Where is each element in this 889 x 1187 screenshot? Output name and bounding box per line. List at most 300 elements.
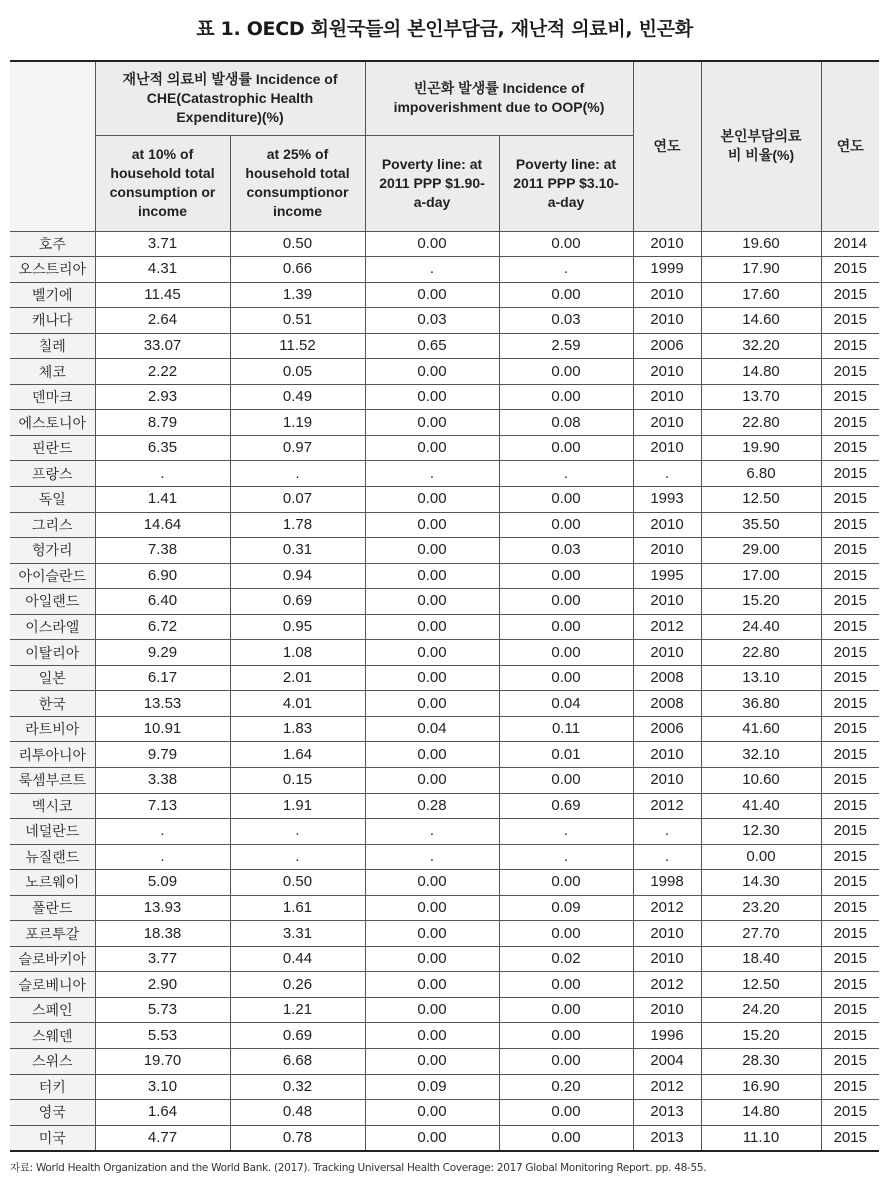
cell-year-2: 2015 [821,1049,879,1075]
cell-oop-ratio: 19.90 [701,435,821,461]
cell-che-10: 9.29 [95,640,230,666]
header-impoverishment-group: 빈곤화 발생률 Incidence of impoverishment due to OOP(%) [365,61,633,135]
cell-country: 체코 [10,359,95,385]
cell-che-10: 14.64 [95,512,230,538]
cell-che-25: . [230,461,365,487]
cell-poverty-310: 0.02 [499,946,633,972]
cell-year-1: 1993 [633,486,701,512]
cell-country: 아이슬란드 [10,563,95,589]
cell-oop-ratio: 0.00 [701,844,821,870]
cell-che-25: 0.26 [230,972,365,998]
cell-year-1: 2010 [633,282,701,308]
table-row [10,895,879,921]
cell-year-1: 2010 [633,435,701,461]
cell-year-1: 2010 [633,946,701,972]
cell-oop-ratio: 10.60 [701,767,821,793]
cell-year-2: 2015 [821,1125,879,1151]
cell-year-1: 2013 [633,1125,701,1151]
cell-year-2: 2015 [821,410,879,436]
cell-poverty-310: . [499,461,633,487]
cell-che-10: 6.17 [95,665,230,691]
cell-poverty-190: 0.00 [365,1023,499,1049]
cell-year-2: 2015 [821,997,879,1023]
cell-year-2: 2015 [821,461,879,487]
cell-year-2: 2015 [821,870,879,896]
cell-oop-ratio: 14.80 [701,359,821,385]
table-row [10,1023,879,1049]
cell-year-2: 2015 [821,614,879,640]
table-row [10,257,879,283]
cell-che-10: 18.38 [95,921,230,947]
cell-che-25: 0.69 [230,1023,365,1049]
cell-year-2: 2015 [821,563,879,589]
cell-year-2: 2015 [821,716,879,742]
cell-year-1: . [633,461,701,487]
cell-oop-ratio: 41.60 [701,716,821,742]
cell-year-1: 2010 [633,512,701,538]
cell-country: 호주 [10,231,95,257]
cell-che-10: 2.64 [95,308,230,334]
cell-poverty-190: . [365,461,499,487]
cell-year-1: 1996 [633,1023,701,1049]
cell-oop-ratio: 14.80 [701,1100,821,1126]
cell-year-1: 2010 [633,767,701,793]
cell-year-1: 1999 [633,257,701,283]
cell-che-10: 2.90 [95,972,230,998]
table-row [10,538,879,564]
cell-che-25: 11.52 [230,333,365,359]
table-row [10,691,879,717]
cell-poverty-310: 2.59 [499,333,633,359]
cell-year-2: 2015 [821,435,879,461]
cell-poverty-310: 0.00 [499,512,633,538]
cell-poverty-190: 0.00 [365,870,499,896]
cell-poverty-310: 0.00 [499,1049,633,1075]
cell-poverty-190: 0.65 [365,333,499,359]
cell-poverty-190: 0.00 [365,384,499,410]
cell-country: 네덜란드 [10,819,95,845]
cell-year-2: 2015 [821,1023,879,1049]
header-poverty-190: Poverty line: at 2011 PPP $1.90- a-day [365,135,499,231]
cell-che-10: 11.45 [95,282,230,308]
cell-poverty-190: 0.00 [365,435,499,461]
cell-poverty-190: 0.00 [365,665,499,691]
table-row [10,742,879,768]
table-row [10,997,879,1023]
cell-oop-ratio: 16.90 [701,1074,821,1100]
cell-country: 라트비아 [10,716,95,742]
cell-poverty-190: 0.09 [365,1074,499,1100]
cell-che-10: 1.64 [95,1100,230,1126]
cell-year-2: 2015 [821,972,879,998]
cell-country: 프랑스 [10,461,95,487]
cell-che-10: 19.70 [95,1049,230,1075]
cell-poverty-310: 0.00 [499,614,633,640]
cell-country: 뉴질랜드 [10,844,95,870]
cell-year-2: 2015 [821,895,879,921]
cell-poverty-310: . [499,819,633,845]
table-row [10,435,879,461]
cell-year-1: . [633,819,701,845]
header-year-1: 연도 [633,61,701,231]
cell-oop-ratio: 17.00 [701,563,821,589]
cell-poverty-310: 0.00 [499,921,633,947]
cell-poverty-190: 0.00 [365,767,499,793]
cell-country: 이탈리아 [10,640,95,666]
cell-che-10: . [95,844,230,870]
cell-che-10: 10.91 [95,716,230,742]
cell-year-2: 2015 [821,308,879,334]
cell-year-2: 2014 [821,231,879,257]
cell-year-2: 2015 [821,538,879,564]
cell-year-1: 2012 [633,895,701,921]
table-row [10,486,879,512]
cell-poverty-310: 0.00 [499,1100,633,1126]
cell-year-1: 2012 [633,793,701,819]
table-row [10,333,879,359]
cell-poverty-190: . [365,844,499,870]
cell-poverty-310: 0.69 [499,793,633,819]
cell-oop-ratio: 12.30 [701,819,821,845]
cell-poverty-190: 0.00 [365,1049,499,1075]
cell-year-2: 2015 [821,359,879,385]
cell-year-1: 2012 [633,614,701,640]
cell-poverty-190: . [365,819,499,845]
table-row [10,767,879,793]
cell-poverty-310: 0.00 [499,435,633,461]
cell-che-25: 1.91 [230,793,365,819]
cell-country: 헝가리 [10,538,95,564]
cell-poverty-310: 0.01 [499,742,633,768]
cell-poverty-310: 0.00 [499,384,633,410]
cell-year-2: 2015 [821,384,879,410]
cell-che-10: 9.79 [95,742,230,768]
table-row [10,384,879,410]
cell-che-25: 1.19 [230,410,365,436]
cell-year-2: 2015 [821,333,879,359]
cell-poverty-190: 0.00 [365,997,499,1023]
table-row [10,640,879,666]
header-corner [10,61,95,231]
cell-poverty-190: 0.00 [365,359,499,385]
cell-year-1: 2010 [633,997,701,1023]
cell-year-2: 2015 [821,512,879,538]
cell-year-1: 2008 [633,665,701,691]
oecd-table [10,60,879,1152]
cell-che-25: 1.83 [230,716,365,742]
table-row [10,844,879,870]
cell-country: 핀란드 [10,435,95,461]
cell-country: 칠레 [10,333,95,359]
cell-country: 그리스 [10,512,95,538]
cell-poverty-190: 0.28 [365,793,499,819]
cell-country: 에스토니아 [10,410,95,436]
cell-oop-ratio: 22.80 [701,410,821,436]
cell-che-10: 3.71 [95,231,230,257]
cell-oop-ratio: 24.40 [701,614,821,640]
cell-year-1: . [633,844,701,870]
cell-oop-ratio: 19.60 [701,231,821,257]
cell-oop-ratio: 32.20 [701,333,821,359]
cell-oop-ratio: 23.20 [701,895,821,921]
cell-che-10: 4.31 [95,257,230,283]
cell-oop-ratio: 11.10 [701,1125,821,1151]
cell-year-2: 2015 [821,946,879,972]
cell-oop-ratio: 12.50 [701,972,821,998]
cell-poverty-310: . [499,257,633,283]
cell-che-25: 3.31 [230,921,365,947]
cell-oop-ratio: 18.40 [701,946,821,972]
cell-che-25: 0.48 [230,1100,365,1126]
cell-oop-ratio: 41.40 [701,793,821,819]
cell-che-10: 2.22 [95,359,230,385]
header-poverty-310: Poverty line: at 2011 PPP $3.10- a-day [499,135,633,231]
cell-poverty-310: 0.00 [499,665,633,691]
cell-poverty-310: 0.00 [499,282,633,308]
cell-che-10: 5.53 [95,1023,230,1049]
cell-poverty-310: 0.00 [499,870,633,896]
cell-poverty-310: 0.00 [499,972,633,998]
cell-country: 일본 [10,665,95,691]
table-row [10,665,879,691]
cell-year-2: 2015 [821,640,879,666]
cell-oop-ratio: 17.90 [701,257,821,283]
table-row [10,1100,879,1126]
cell-oop-ratio: 12.50 [701,486,821,512]
cell-poverty-190: 0.00 [365,1100,499,1126]
cell-poverty-310: 0.00 [499,767,633,793]
cell-country: 영국 [10,1100,95,1126]
cell-poverty-310: 0.00 [499,563,633,589]
header-che-10: at 10% of household total consumption or income [95,135,230,231]
cell-year-1: 1995 [633,563,701,589]
cell-che-25: . [230,844,365,870]
cell-che-25: 0.97 [230,435,365,461]
cell-che-10: 7.38 [95,538,230,564]
cell-country: 슬로베니아 [10,972,95,998]
cell-poverty-190: 0.00 [365,282,499,308]
cell-year-1: 2012 [633,1074,701,1100]
cell-country: 벨기에 [10,282,95,308]
cell-oop-ratio: 14.30 [701,870,821,896]
cell-year-2: 2015 [821,665,879,691]
cell-year-2: 2015 [821,793,879,819]
cell-poverty-190: 0.03 [365,308,499,334]
table-row [10,589,879,615]
cell-che-25: 1.39 [230,282,365,308]
cell-poverty-310: . [499,844,633,870]
table-body [10,231,879,1151]
cell-year-1: 2010 [633,359,701,385]
cell-country: 한국 [10,691,95,717]
cell-year-1: 2006 [633,716,701,742]
header-oop-ratio: 본인부담의료비 비율(%) [701,61,821,231]
cell-poverty-190: 0.00 [365,486,499,512]
cell-year-2: 2015 [821,844,879,870]
cell-che-10: . [95,461,230,487]
cell-che-10: 3.77 [95,946,230,972]
cell-poverty-190: 0.00 [365,410,499,436]
table-row [10,282,879,308]
cell-poverty-310: 0.09 [499,895,633,921]
cell-che-10: . [95,819,230,845]
header-year-2: 연도 [821,61,879,231]
cell-poverty-190: 0.00 [365,640,499,666]
cell-year-2: 2015 [821,257,879,283]
cell-poverty-310: 0.00 [499,1125,633,1151]
cell-poverty-190: 0.00 [365,691,499,717]
cell-poverty-310: 0.20 [499,1074,633,1100]
header-che-25: at 25% of household total consumptionor income [230,135,365,231]
cell-year-1: 2010 [633,384,701,410]
cell-poverty-310: 0.00 [499,231,633,257]
cell-oop-ratio: 24.20 [701,997,821,1023]
cell-che-25: 0.95 [230,614,365,640]
cell-poverty-190: 0.00 [365,538,499,564]
cell-oop-ratio: 17.60 [701,282,821,308]
table-row [10,1125,879,1151]
cell-country: 멕시코 [10,793,95,819]
cell-country: 아일랜드 [10,589,95,615]
cell-poverty-310: 0.00 [499,589,633,615]
cell-year-1: 2010 [633,410,701,436]
cell-che-10: 3.10 [95,1074,230,1100]
cell-che-25: 0.50 [230,231,365,257]
cell-oop-ratio: 28.30 [701,1049,821,1075]
table-row [10,716,879,742]
cell-poverty-310: 0.08 [499,410,633,436]
cell-poverty-190: 0.00 [365,895,499,921]
cell-che-10: 5.09 [95,870,230,896]
source-note: 자료: World Health Organization and the World Bank. (2017). Tracking Universal Health Coverage: 2017 Global Monitoring Report. pp. 48-55. [10,1162,707,1174]
cell-country: 스위스 [10,1049,95,1075]
cell-country: 덴마크 [10,384,95,410]
cell-che-10: 7.13 [95,793,230,819]
cell-year-2: 2015 [821,1074,879,1100]
cell-che-10: 6.90 [95,563,230,589]
cell-year-1: 2010 [633,742,701,768]
cell-oop-ratio: 15.20 [701,589,821,615]
cell-year-1: 2008 [633,691,701,717]
cell-che-25: 1.64 [230,742,365,768]
table-row [10,308,879,334]
table-row [10,231,879,257]
cell-oop-ratio: 13.10 [701,665,821,691]
table-row [10,512,879,538]
cell-che-25: . [230,819,365,845]
cell-che-10: 6.72 [95,614,230,640]
cell-country: 포르투갈 [10,921,95,947]
cell-poverty-190: 0.00 [365,972,499,998]
cell-poverty-310: 0.00 [499,1023,633,1049]
cell-poverty-190: 0.00 [365,563,499,589]
cell-che-25: 1.21 [230,997,365,1023]
cell-poverty-310: 0.11 [499,716,633,742]
cell-poverty-190: 0.00 [365,231,499,257]
table-row [10,614,879,640]
cell-che-25: 0.07 [230,486,365,512]
cell-che-25: 0.69 [230,589,365,615]
cell-year-2: 2015 [821,921,879,947]
cell-che-25: 6.68 [230,1049,365,1075]
cell-year-2: 2015 [821,742,879,768]
cell-poverty-190: 0.00 [365,742,499,768]
cell-country: 이스라엘 [10,614,95,640]
cell-country: 오스트리아 [10,257,95,283]
cell-year-1: 2010 [633,231,701,257]
cell-poverty-190: 0.00 [365,921,499,947]
table-row [10,819,879,845]
table-row [10,793,879,819]
table-row [10,870,879,896]
table-row [10,921,879,947]
cell-che-25: 0.66 [230,257,365,283]
cell-country: 리투아니아 [10,742,95,768]
cell-country: 슬로바키아 [10,946,95,972]
table-row [10,410,879,436]
cell-year-1: 2012 [633,972,701,998]
cell-country: 스페인 [10,997,95,1023]
cell-oop-ratio: 32.10 [701,742,821,768]
cell-year-1: 2006 [633,333,701,359]
cell-poverty-310: 0.00 [499,997,633,1023]
cell-oop-ratio: 14.60 [701,308,821,334]
cell-che-25: 0.50 [230,870,365,896]
cell-che-10: 13.53 [95,691,230,717]
cell-oop-ratio: 35.50 [701,512,821,538]
cell-che-25: 1.78 [230,512,365,538]
table-row [10,563,879,589]
cell-poverty-310: 0.00 [499,486,633,512]
cell-country: 터키 [10,1074,95,1100]
cell-country: 스웨덴 [10,1023,95,1049]
cell-che-25: 0.31 [230,538,365,564]
table-row [10,972,879,998]
cell-year-2: 2015 [821,486,879,512]
cell-year-2: 2015 [821,282,879,308]
cell-che-25: 1.08 [230,640,365,666]
cell-year-2: 2015 [821,767,879,793]
cell-che-10: 13.93 [95,895,230,921]
cell-poverty-310: 0.03 [499,538,633,564]
cell-che-10: 5.73 [95,997,230,1023]
cell-che-25: 2.01 [230,665,365,691]
cell-poverty-190: 0.00 [365,614,499,640]
cell-oop-ratio: 6.80 [701,461,821,487]
table-row [10,946,879,972]
table-title: 표 1. OECD 회원국들의 본인부담금, 재난적 의료비, 빈곤화 [196,18,693,40]
cell-year-1: 2013 [633,1100,701,1126]
table-row [10,461,879,487]
cell-poverty-310: 0.00 [499,359,633,385]
cell-poverty-190: 0.04 [365,716,499,742]
cell-year-1: 2010 [633,640,701,666]
cell-country: 미국 [10,1125,95,1151]
table-row [10,359,879,385]
cell-poverty-190: . [365,257,499,283]
cell-oop-ratio: 13.70 [701,384,821,410]
cell-oop-ratio: 22.80 [701,640,821,666]
cell-che-25: 0.78 [230,1125,365,1151]
cell-year-2: 2015 [821,691,879,717]
cell-country: 룩셈부르트 [10,767,95,793]
cell-oop-ratio: 36.80 [701,691,821,717]
cell-che-10: 6.35 [95,435,230,461]
cell-year-2: 2015 [821,1100,879,1126]
cell-che-10: 8.79 [95,410,230,436]
cell-country: 폴란드 [10,895,95,921]
cell-oop-ratio: 27.70 [701,921,821,947]
